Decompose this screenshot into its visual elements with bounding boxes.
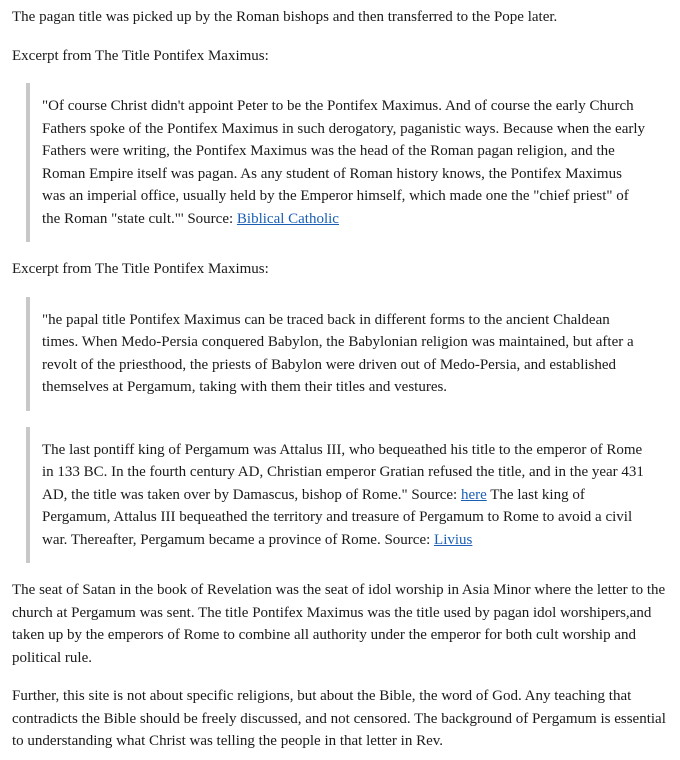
here-link[interactable]: here — [460, 486, 487, 503]
excerpt-heading-2: Excerpt from The Title Pontifex Maximus: — [12, 261, 269, 277]
quote-3-text-a: The last pontiff king of Pergamum was Attalus III, who bequeathed his title to the emperor of Rome in 133 BC. In the fourth century AD, Christian emperor Gratian refused the title, and in the year 431 AD, the title was taken over by Damascus, bishop of Rome." Source: — [42, 441, 644, 503]
excerpt-heading-1: Excerpt from The Title Pontifex Maximus: — [12, 47, 269, 64]
paragraph-intro: The pagan title was picked up by the Roman bishops and then transferred to the Pope later. — [12, 9, 558, 25]
quote-1-text: "Of course Christ didn't appoint Peter to be the Pontifex Maximus. And of course the early Church Fathers spoke of the Pontifex Maximus in such derogatory, paganistic ways. Because when the early Fathers were writing, the Pontifex Maximus was the head of the Roman pagan religion, and the Roman Empire itself was pagan. As any student of Roman history knows, the Pontifex Maximus was an imperial office, usually held by the Emperor himself, which made one the "chief priest" of the Roman "state cult."' Source: — [42, 98, 646, 227]
quote-3-paragraph — [42, 439, 646, 552]
blockquote-2 — [26, 297, 670, 411]
blockquote-1 — [26, 83, 670, 242]
blockquote-3 — [26, 427, 670, 564]
livius-link[interactable]: Livius — [434, 531, 473, 548]
biblical-catholic-link[interactable]: Biblical Catholic — [236, 210, 339, 227]
quote-2-text: "he papal title Pontifex Maximus can be traced back in different forms to the ancient Chaldean times. When Medo-Persia conquered Babylon, the Babylonian religion was maintained, but after a revolt of the priesthood, the priests of Babylon were driven out of Medo-Persia, and established themselves at Pergamum, taking with them their titles and vestures. — [42, 311, 634, 395]
quote-1-paragraph — [42, 95, 646, 230]
paragraph-seat-of-satan: The seat of Satan in the book of Revelation was the seat of idol worship in Asia Minor where the letter to the church at Pergamum was sent. The title Pontifex Maximus was the title used by pagan idol worshipers,and taken up by the emperors of Rome to combine all authority under the emperor for both cult worship and political rule. — [12, 582, 666, 666]
quote-3-text-b: The last king of Pergamum, Attalus III bequeathed the territory and treasure of Pergamum to Rome to avoid a civil war. Thereafter, Pergamum became a province of Rome. Source: — [42, 486, 633, 548]
paragraph-further: Further, this site is not about specific religions, but about the Bible, the word of God. Any teaching that contradicts the Bible should be freely discussed, and not censored. The background of Pergamum is essential to understanding what Christ was telling the people in that letter in Rev. — [12, 688, 666, 749]
